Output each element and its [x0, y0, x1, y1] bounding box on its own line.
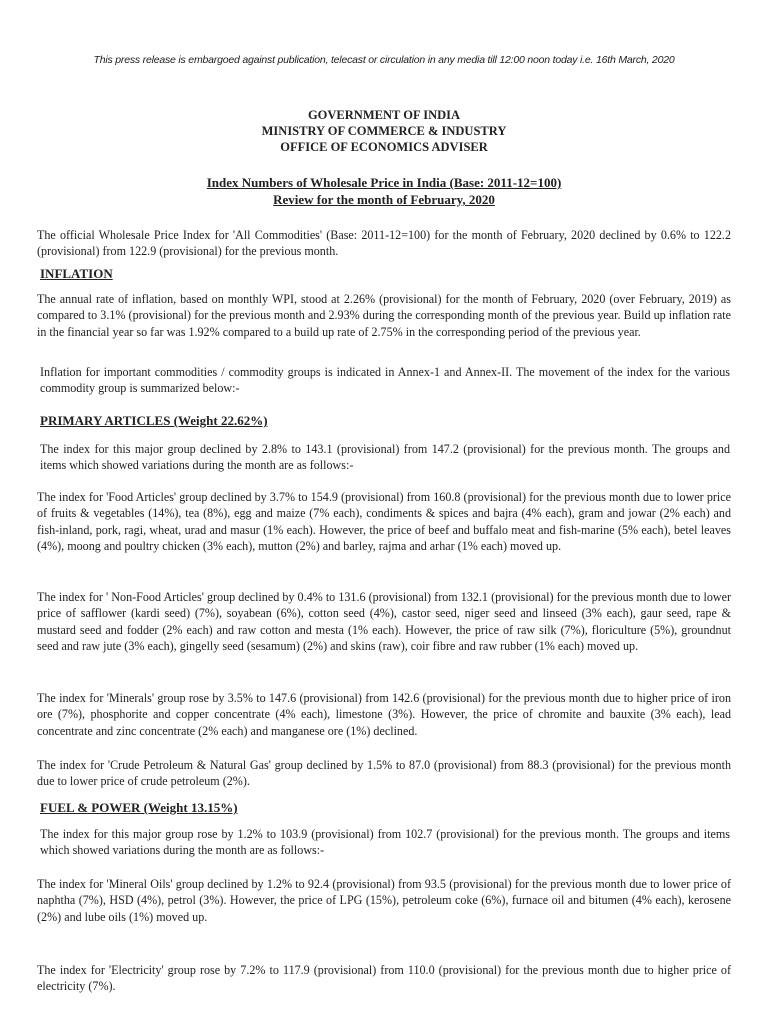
- fuel-power-summary: The index for this major group rose by 1.2% to 103.9 (provisional) from 102.7 (provisional) for the previous month. The groups and items which showed variations during the month are as follows:-: [40, 827, 730, 858]
- embargo-notice: This press release is embargoed against publication, telecast or circulation in any media till 12:00 noon today i.e. 16th March, 2020: [93, 54, 675, 66]
- intro-paragraph: The official Wholesale Price Index for 'All Commodities' (Base: 2011-12=100) for the month of February, 2020 declined by 0.6% to 122.2 (provisional) from 122.9 (provisional) for the previous month.: [37, 228, 731, 259]
- document-titles: [0, 174, 768, 208]
- inflation-heading: INFLATION: [40, 266, 113, 281]
- issuing-office-header: [0, 107, 768, 155]
- document-subtitle: Review for the month of February, 2020: [273, 192, 495, 207]
- electricity-paragraph: The index for 'Electricity' group rose by 7.2% to 117.9 (provisional) from 110.0 (provisional) for the previous month due to higher price of electricity (7%).: [37, 963, 731, 994]
- minerals-paragraph: The index for 'Minerals' group rose by 3.5% to 147.6 (provisional) from 142.6 (provisional) for the previous month due to higher price of iron ore (7%), phosphorite and copper concentrate (4% each), limestone (3%). However, the price of chromite and bauxite (3% each), lead concentrate and zinc concentrate (2% each) and manganese ore (1%) declined.: [37, 691, 731, 738]
- header-office: OFFICE OF ECONOMICS ADVISER: [280, 140, 488, 154]
- non-food-articles-paragraph: The index for ' Non-Food Articles' group declined by 0.4% to 131.6 (provisional) from 132.1 (provisional) for the previous month due to lower price of safflower (kardi seed) (7%), soyabean (6%), cotton seed (4%), castor seed, niger seed and linseed (3% each), gaur seed, rape & mustard seed and fodder (2% each) and raw cotton and mesta (1% each). However, the price of raw silk (7%), floriculture (5%), groundnut seed and raw jute (3% each), gingelly seed (sesamum) (2%) and skins (raw), coir fibre and raw rubber (1% each) moved up.: [37, 590, 731, 654]
- mineral-oils-paragraph: The index for 'Mineral Oils' group declined by 1.2% to 92.4 (provisional) from 93.5 (provisional) for the previous month due to lower price of naphtha (7%), HSD (4%), petrol (3%). However, the price of LPG (15%), petroleum coke (6%), furnace oil and bitumen (4% each), kerosene (2%) and lube oils (1%) moved up.: [37, 877, 731, 924]
- annex-paragraph: Inflation for important commodities / commodity groups is indicated in Annex-1 and Annex-II. The movement of the index for the various commodity group is summarized below:-: [40, 365, 730, 396]
- header-government: GOVERNMENT OF INDIA: [307, 108, 461, 122]
- header-ministry: MINISTRY OF COMMERCE & INDUSTRY: [261, 124, 507, 138]
- primary-articles-heading: PRIMARY ARTICLES (Weight 22.62%): [40, 413, 268, 428]
- crude-petroleum-paragraph: The index for 'Crude Petroleum & Natural Gas' group declined by 1.5% to 87.0 (provisional) from 88.3 (provisional) for the previous month due to lower price of crude petroleum (2%).: [37, 758, 731, 789]
- fuel-power-heading: FUEL & POWER (Weight 13.15%): [40, 800, 238, 815]
- food-articles-paragraph: The index for 'Food Articles' group declined by 3.7% to 154.9 (provisional) from 160.8 (provisional) for the previous month due to lower price of fruits & vegetables (14%), tea (8%), egg and maize (7% each), condiments & spices and bajra (4% each), gram and jowar (2% each) and fish-inland, pork, ragi, wheat, urad and masur (1% each). However, the price of beef and buffalo meat and fish-marine (5% each), betel leaves (4%), moong and poultry chicken (3% each), mutton (2%) and barley, rajma and arhar (1% each) moved up.: [37, 490, 731, 554]
- primary-articles-summary: The index for this major group declined by 2.8% to 143.1 (provisional) from 147.2 (provisional) for the previous month. The groups and items which showed variations during the month are as follows:-: [40, 442, 730, 473]
- inflation-paragraph: The annual rate of inflation, based on monthly WPI, stood at 2.26% (provisional) for the month of February, 2020 (over February, 2019) as compared to 3.1% (provisional) for the previous month and 2.93% during the corresponding month of the previous year. Build up inflation rate in the financial year so far was 1.92% compared to a build up rate of 2.75% in the corresponding period of the previous year.: [37, 292, 731, 339]
- document-title: Index Numbers of Wholesale Price in India (Base: 2011-12=100): [206, 175, 562, 190]
